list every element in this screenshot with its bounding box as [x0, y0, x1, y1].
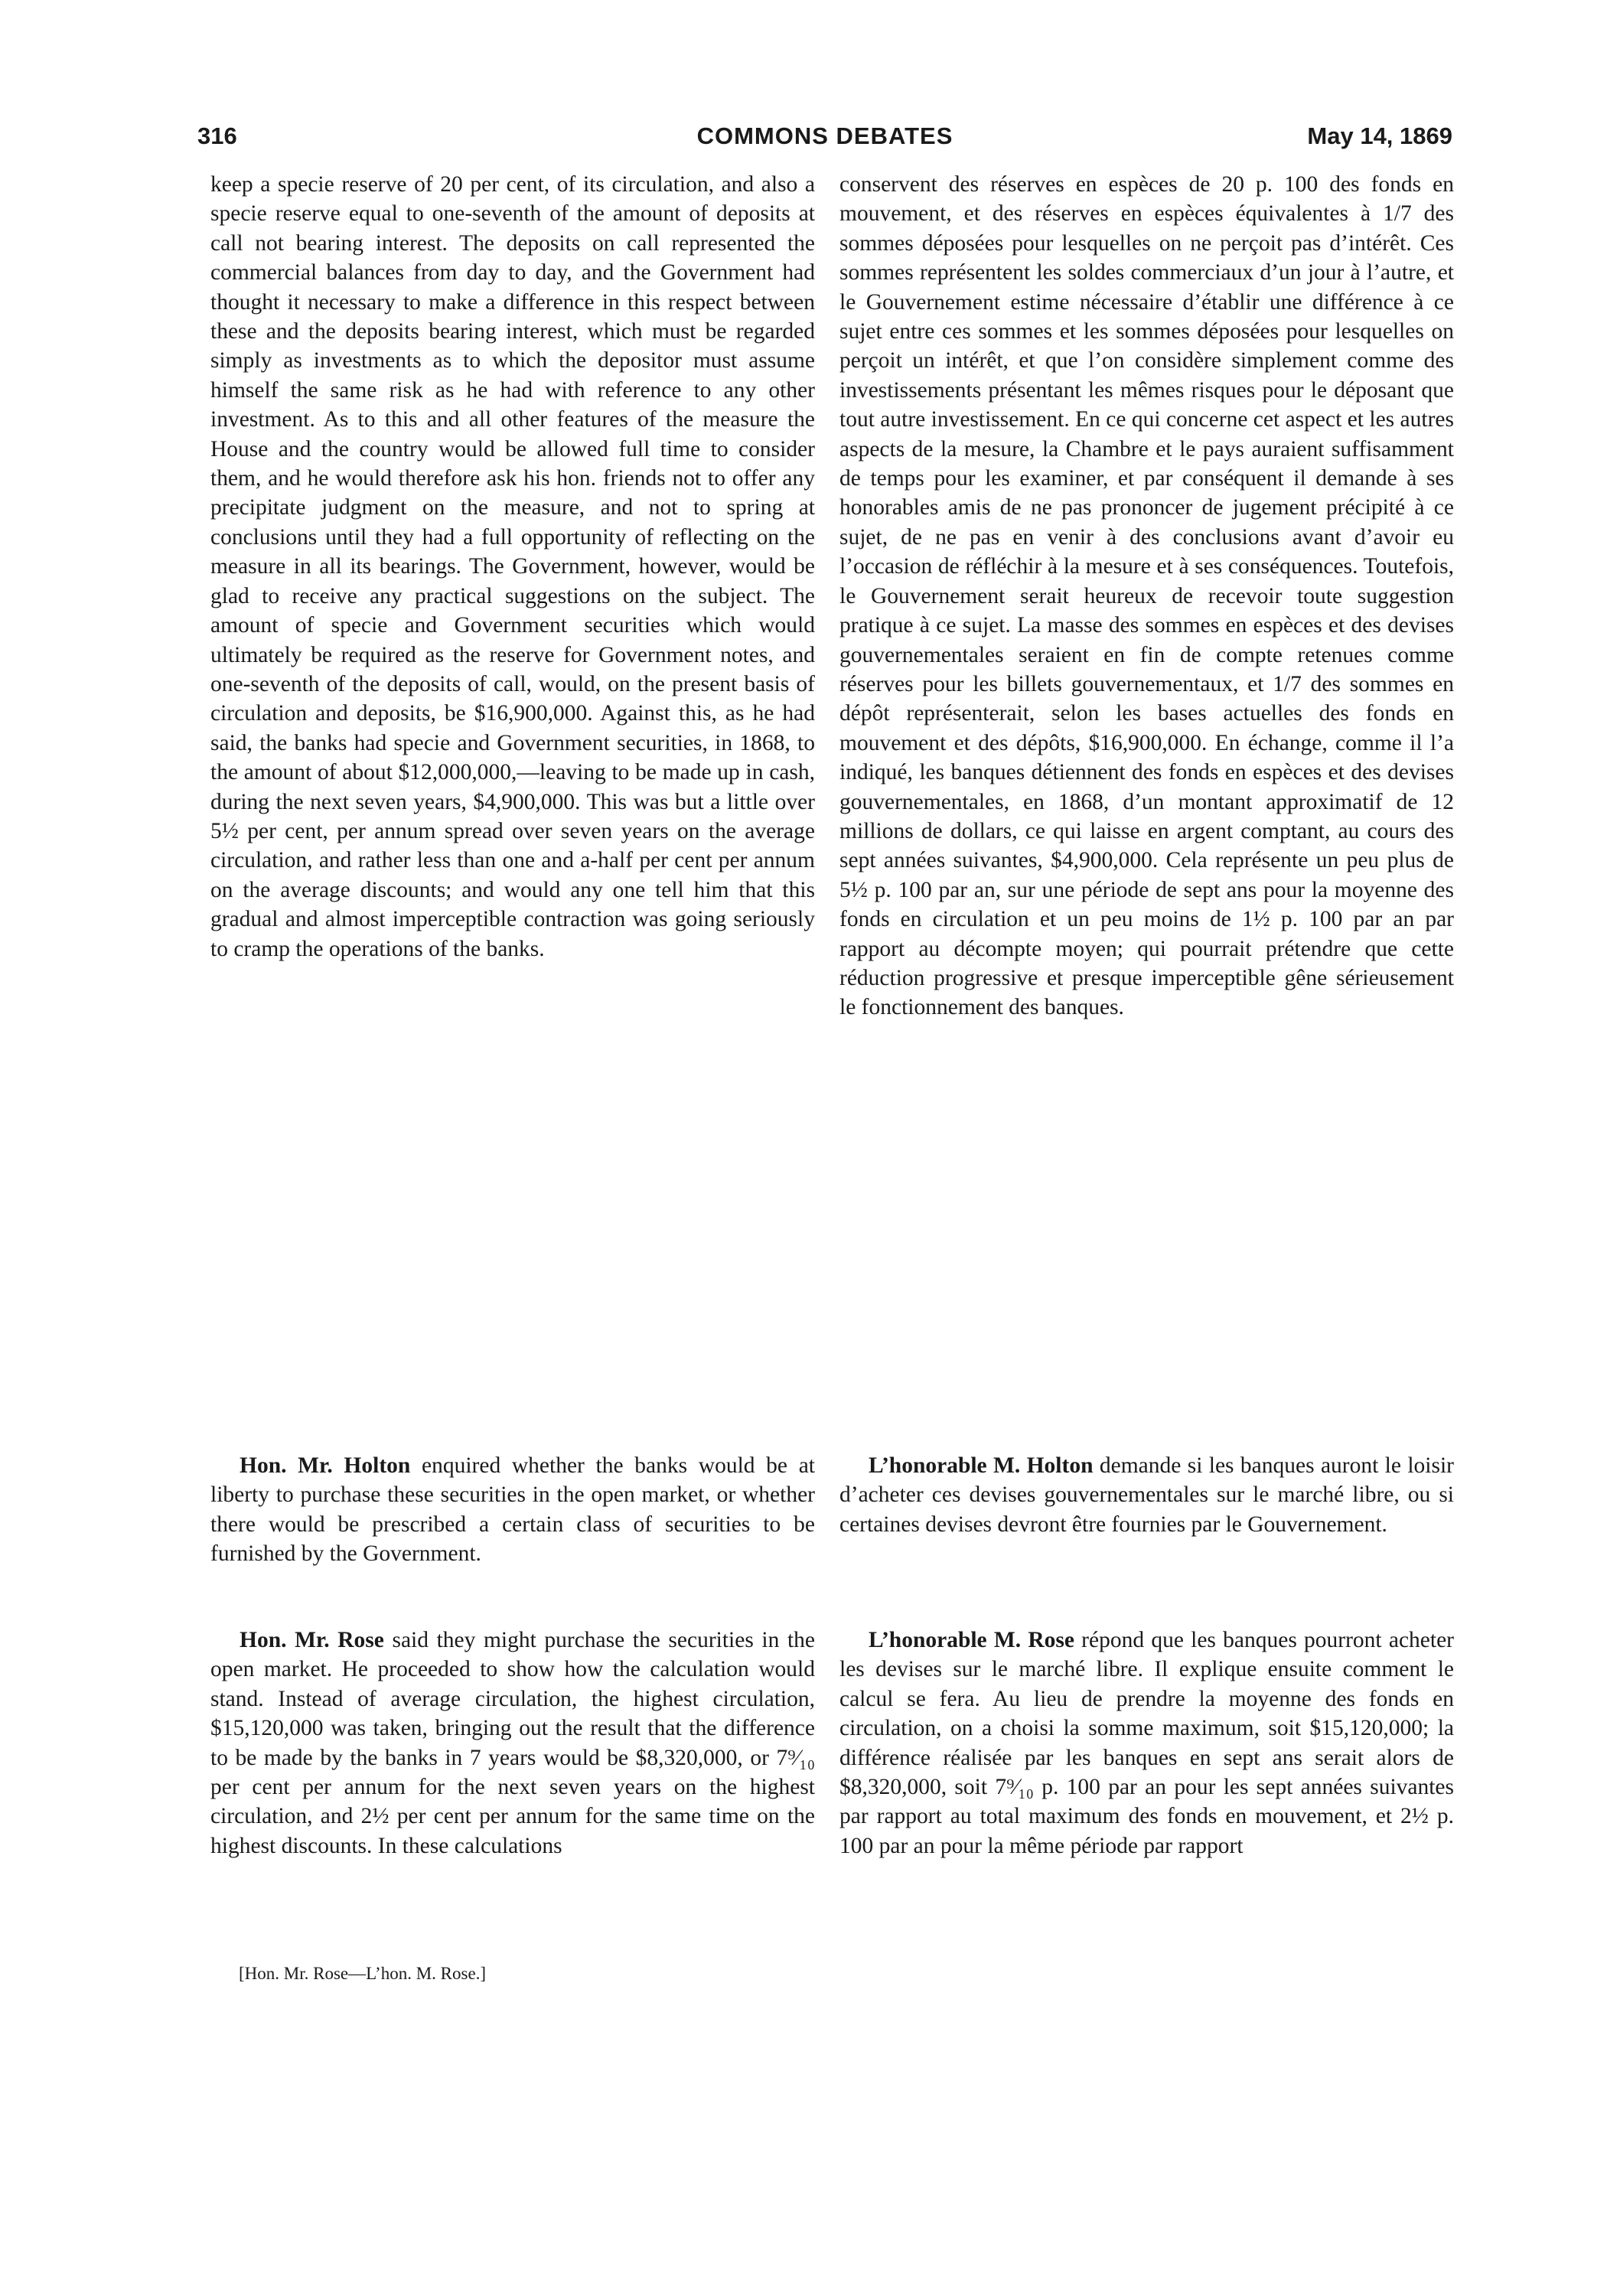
speaker-name: Hon. Mr. Holton — [240, 1453, 411, 1478]
speech-text: demande si les banques auront le loisir d’acheter ces devises gouvernementales sur le marché libre, ou si certaines devises devront être fournies par le Gouvernement. — [839, 1453, 1454, 1537]
speech-text: enquired whether the banks would be at liberty to purchase these securities in the open market, or whether there would be prescribed a certain class of securities to be furnished by the Government. — [210, 1453, 815, 1567]
speech-text: répond que les banques pourront acheter les devises sur le marché libre. Il explique ensuite comment le calcul se fera. Au lieu de prendre la moyenne des fonds en circulation, on a choisi la somme maximum, soit $15,120,000; la différence réalisée par les banques en sept ans serait alors de $8,320,000, soit 7⁹⁄₁₀ p. 100 par an pour les sept années suivantes par rapport au total maximum des fonds en mouvement, et 2½ p. 100 par an pour la même période par rapport — [839, 1628, 1454, 1858]
french-column-paragraph-1 — [839, 170, 1454, 1022]
french-rose-paragraph — [839, 1626, 1454, 1861]
speaker-name: L’honorable M. Holton — [869, 1453, 1094, 1478]
english-rose-paragraph — [210, 1626, 815, 1861]
english-column-paragraph-1 — [210, 170, 815, 964]
page-header — [197, 122, 1452, 161]
page-date: May 14, 1869 — [1307, 122, 1452, 149]
publication-title: COMMONS DEBATES — [696, 122, 953, 149]
speaker-name: L’honorable M. Rose — [869, 1628, 1074, 1652]
english-paragraph: keep a specie reserve of 20 per cent, of its circulation, and also a specie reserve equal to one-seventh of the amount of deposits at call not bearing interest. The deposits on call represented the commercial balances from day to day, and the Government had thought it necessary to make a difference in this respect between these and the deposits bearing interest, which must be regarded simply as investments as to which the depositor must assume himself the same risk as he had with reference to any other investment. As to this and all other features of the measure the House and the country would be allowed full time to consider them, and he would therefore ask his hon. friends not to offer any precipitate judgment on the measure, and not to spring at conclusions until they had a full opportunity of reflecting on the measure in all its bearings. The Government, however, would be glad to receive any practical suggestions on the subject. The amount of specie and Government securities which would ultimately be required as the reserve for Government notes, and one-seventh of the deposits of call, would, on the present basis of circulation and deposits, be $16,900,000. Against this, as he had said, the banks had specie and Government securities, in 1868, to the amount of about $12,000,000,—leaving to be made up in cash, during the next seven years, $4,900,000. This was but a little over 5½ per cent, per annum spread over seven years on the average circulation, and rather less than one and a-half per cent per annum on the average discounts; and would any one tell him that this gradual and almost imperceptible contraction was going seriously to cramp the operations of the banks. — [210, 172, 815, 961]
english-holton-paragraph — [210, 1451, 815, 1569]
speech-text: said they might purchase the securities in the open market. He proceeded to show how the calculation would stand. Instead of average circulation, the highest circulation, $15,120,000 was taken, bringing out the result that the difference to be made by the banks in 7 years would be $8,320,000, or 7⁹⁄₁₀ per cent per annum for the next seven years on the highest circulation, and 2½ per cent per annum for the same time on the highest discounts. In these calculations — [210, 1628, 815, 1858]
speaker-footnote: [Hon. Mr. Rose—L’hon. M. Rose.] — [239, 1964, 487, 1983]
page-number: 316 — [197, 122, 237, 149]
french-paragraph: conservent des réserves en espèces de 20 p. 100 des fonds en mouvement, et des réserves en espèces équivalentes à 1/7 des sommes déposées pour lesquelles on ne perçoit pas d’intérêt. Ces sommes représentent les soldes commerciaux d’un jour à l’autre, et le Gouvernement estime nécessaire d’établir une différence à ce sujet entre ces sommes et les sommes déposées pour lesquelles on perçoit un intérêt, et que l’on considère simplement comme des investissements présentant les mêmes risques pour le déposant que tout autre investissement. En ce qui concerne cet aspect et les autres aspects de la mesure, la Chambre et le pays auraient suffisamment de temps pour les examiner, et par conséquent il demande à ses honorables amis de ne pas prononcer de jugement précipité à ce sujet, de ne pas en venir à des conclusions avant d’avoir eu l’occasion de réfléchir à la mesure et à ses conséquences. Toutefois, le Gouvernement serait heureux de recevoir toute suggestion pratique à ce sujet. La masse des sommes en espèces et des devises gouvernementales seraient en fin de compte retenues comme réserves pour les billets gouvernementaux, et 1/7 des sommes en dépôt représenterait, selon les bases actuelles des fonds en mouvement et des dépôts, $16,900,000. En échange, comme il l’a indiqué, les banques détiennent des fonds en espèces et des devises gouvernementales, en 1868, d’un montant approximatif de 12 millions de dollars, ce qui laisse en argent comptant, au cours des sept années suivantes, $4,900,000. Cela représente un peu plus de 5½ p. 100 par an, sur une période de sept ans pour la moyenne des fonds en circulation et un peu moins de 1½ p. 100 par an par rapport au décompte moyen; qui pourrait prétendre que cette réduction progressive et presque imperceptible gêne sérieusement le fonctionnement des banques. — [839, 172, 1454, 1020]
french-holton-paragraph — [839, 1451, 1454, 1539]
speaker-name: Hon. Mr. Rose — [240, 1628, 384, 1652]
